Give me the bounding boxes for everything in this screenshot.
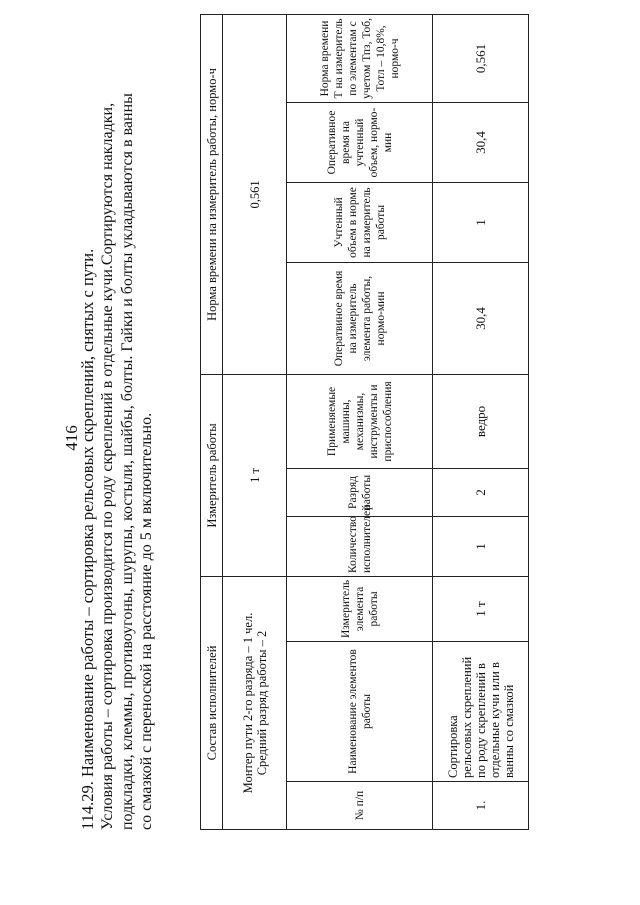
row-element-meter: 1 т xyxy=(433,576,529,641)
row-op-time-element: 30,4 xyxy=(433,262,529,374)
header-element-name: Наименование элементов работы xyxy=(287,642,433,782)
section-title: 114.29. Наименование работы – сортировка рельсовых скреплений, снятых с пути. xyxy=(78,248,97,830)
crew-composition xyxy=(223,576,287,829)
header-num: № п/п xyxy=(287,782,433,830)
header-op-time-element: Оператвиное время на измеритель элемента работы, нормо-мин xyxy=(287,262,433,374)
conditions-line: подкладки, клеммы, противоугоны, шурупы, костыли, шайбы, болты. Гайки и болты укладываются в ванны xyxy=(118,93,136,830)
rotated-content xyxy=(40,18,610,870)
header-performer-count: Количество исполнителей xyxy=(287,516,433,576)
time-norm-value: 0,561 xyxy=(223,14,287,374)
header-time-norm: Норма времени на измеритель работы, нормо-ч xyxy=(201,14,223,374)
row-num: 1. xyxy=(433,782,529,830)
header-op-time-volume: Оперативное время на учтенный объем, нормо-мин xyxy=(287,102,433,182)
row-op-time-volume: 30,4 xyxy=(433,102,529,182)
element-name-line: по роду скреплений в xyxy=(473,663,488,778)
row-machine: ведро xyxy=(433,374,529,468)
header-meter: Измеритель работы xyxy=(201,374,223,576)
element-name-line: отдельные кучи или в xyxy=(487,662,502,778)
crew-line: Средний разряд работы – 2 xyxy=(254,630,269,776)
element-name-line: рельсовых скреплений xyxy=(459,656,474,778)
conditions-line: со смазкой с переноской на расстояние до 5 м включительно. xyxy=(138,412,156,830)
element-name-line: Сортировка xyxy=(445,715,460,778)
element-name-line: ванны со смазкой xyxy=(501,684,516,778)
header-norm-t: Норма времени Т на измеритель по элементам с учетом Тпз, Тоб, Тотл – 10,8%, нормо-ч xyxy=(287,14,433,102)
row-grade: 2 xyxy=(433,468,529,516)
crew-line: Монтер пути 2-го разряда – 1 чел. xyxy=(240,612,255,794)
row-performer-count: 1 xyxy=(433,516,529,576)
work-conditions xyxy=(98,85,157,830)
header-machines: Применяемые машины, механизмы, инструменты и приспособления xyxy=(287,374,433,468)
meter-value: 1 т xyxy=(223,374,287,576)
header-accounted-volume: Учтенный объем в норме на измеритель работы xyxy=(287,182,433,262)
header-grade: Разряд работы xyxy=(287,468,433,516)
row-element-name xyxy=(433,642,529,782)
row-accounted-volume: 1 xyxy=(433,182,529,262)
norm-table xyxy=(200,14,529,830)
header-element-meter: Измеритель элемента работы xyxy=(287,576,433,641)
page-number: 416 xyxy=(62,425,81,451)
row-norm-t: 0,561 xyxy=(433,14,529,102)
header-crew: Состав исполнителей xyxy=(201,576,223,829)
conditions-line: Условия работы – сортировка производится по роду скреплений в отдельные кучи.Сортируются накладки, xyxy=(99,102,116,830)
